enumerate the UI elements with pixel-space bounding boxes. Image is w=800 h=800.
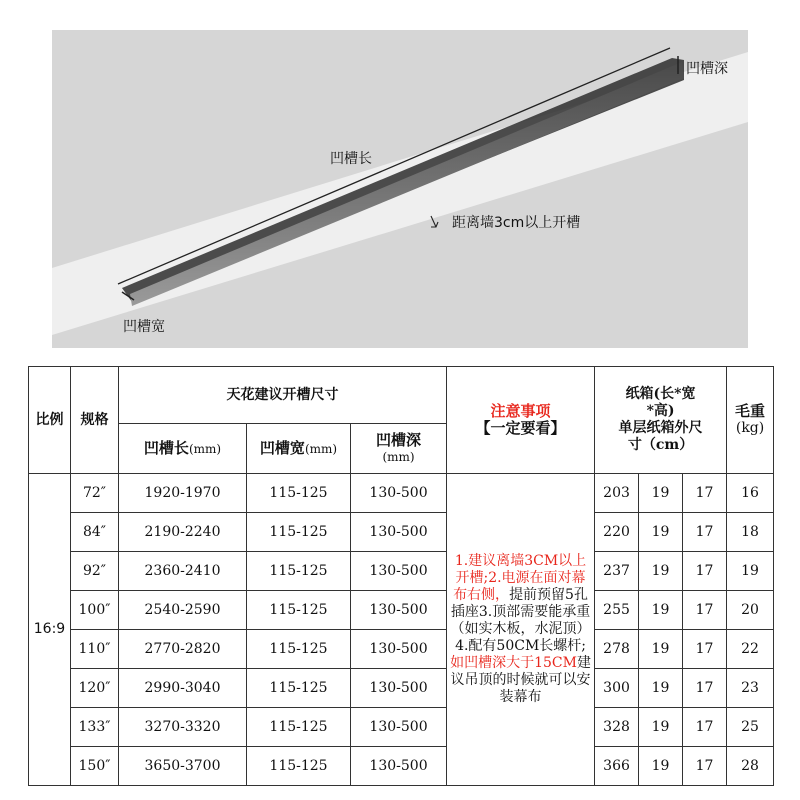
label-groove-depth: 凹槽深	[686, 61, 728, 77]
slot-length-cell: 3270-3320	[119, 708, 247, 747]
weight-cell: 19	[727, 552, 774, 591]
box-length-cell: 203	[595, 474, 639, 513]
header-slot-length: 凹槽长(mm)	[119, 424, 247, 474]
note-3: 3.顶部需要能承重（如实木板，水泥顶）	[450, 604, 591, 637]
weight-cell: 18	[727, 513, 774, 552]
weight-unit: (kg)	[735, 420, 765, 436]
box-width-cell: 19	[639, 669, 683, 708]
box-line-1: 纸箱(长*宽	[625, 386, 696, 402]
table-row	[29, 591, 774, 630]
header-notes	[447, 367, 595, 474]
slot-width-cell: 115-125	[247, 513, 351, 552]
box-length-cell: 328	[595, 708, 639, 747]
note-4b: 如凹槽深大于15CM	[450, 655, 577, 671]
box-width-cell: 19	[639, 474, 683, 513]
header-box-size	[595, 367, 727, 474]
table-row	[29, 552, 774, 591]
box-length-cell: 255	[595, 591, 639, 630]
box-height-cell: 17	[683, 747, 727, 786]
table-row	[29, 708, 774, 747]
header-slot-size: 天花建议开槽尺寸	[119, 367, 447, 424]
size-cell: 133″	[71, 708, 119, 747]
slot-depth-cell: 130-500	[351, 552, 447, 591]
slot-depth-cell: 130-500	[351, 513, 447, 552]
slot-length-cell: 3650-3700	[119, 747, 247, 786]
box-length-cell: 220	[595, 513, 639, 552]
slot-width-cell: 115-125	[247, 474, 351, 513]
label-groove-length: 凹槽长	[330, 151, 372, 167]
box-length-cell: 300	[595, 669, 639, 708]
header-slot-depth: 凹槽深 (mm)	[351, 424, 447, 474]
box-height-cell: 17	[683, 552, 727, 591]
table-row	[29, 474, 774, 513]
box-width-cell: 19	[639, 552, 683, 591]
box-width-cell: 19	[639, 708, 683, 747]
slot-width-cell: 115-125	[247, 669, 351, 708]
note-2b: 提前预留5孔插座	[450, 587, 588, 620]
header-spec: 规格	[71, 367, 119, 474]
notes-cell	[447, 474, 595, 786]
label-distance: 距离墙3cm以上开槽	[452, 215, 581, 231]
box-line-3: 单层纸箱外尺	[618, 420, 703, 436]
slot-width-cell: 115-125	[247, 552, 351, 591]
label-groove-width: 凹槽宽	[123, 319, 165, 335]
slot-length-cell: 1920-1970	[119, 474, 247, 513]
box-length-cell: 366	[595, 747, 639, 786]
note-1: 1.建议离墙3CM以上开槽;	[454, 553, 587, 586]
size-cell: 92″	[71, 552, 119, 591]
slot-depth-cell: 130-500	[351, 591, 447, 630]
size-cell: 100″	[71, 591, 119, 630]
notes-title: 注意事项	[490, 402, 551, 420]
spec-rows	[29, 474, 774, 786]
weight-label: 毛重	[735, 402, 766, 420]
size-cell: 110″	[71, 630, 119, 669]
slot-depth-cell: 130-500	[351, 669, 447, 708]
size-cell: 150″	[71, 747, 119, 786]
box-line-4: 寸（cm）	[627, 437, 694, 453]
slot-length-cell: 2360-2410	[119, 552, 247, 591]
box-width-cell: 19	[639, 591, 683, 630]
weight-cell: 16	[727, 474, 774, 513]
weight-cell: 22	[727, 630, 774, 669]
weight-cell: 25	[727, 708, 774, 747]
box-height-cell: 17	[683, 708, 727, 747]
size-cell: 72″	[71, 474, 119, 513]
ratio-cell: 16:9	[29, 474, 71, 786]
box-length-cell: 237	[595, 552, 639, 591]
box-height-cell: 17	[683, 591, 727, 630]
size-cell: 120″	[71, 669, 119, 708]
weight-cell: 23	[727, 669, 774, 708]
slot-width-cell: 115-125	[247, 630, 351, 669]
note-4a: 4.配有50CM长螺杆;	[455, 638, 586, 654]
slot-depth-cell: 130-500	[351, 747, 447, 786]
box-height-cell: 17	[683, 474, 727, 513]
slot-depth-cell: 130-500	[351, 474, 447, 513]
slot-depth-cell: 130-500	[351, 708, 447, 747]
box-width-cell: 19	[639, 513, 683, 552]
slot-depth-cell: 130-500	[351, 630, 447, 669]
box-height-cell: 17	[683, 630, 727, 669]
size-cell: 84″	[71, 513, 119, 552]
box-width-cell: 19	[639, 630, 683, 669]
slot-length-cell: 2540-2590	[119, 591, 247, 630]
ceiling-groove-illustration	[52, 30, 748, 348]
slot-length-cell: 2990-3040	[119, 669, 247, 708]
note-4c: 建议吊顶的时候就可以安装幕布	[450, 655, 591, 705]
header-row-1	[29, 367, 774, 424]
box-width-cell: 19	[639, 747, 683, 786]
table-row	[29, 630, 774, 669]
table-row	[29, 513, 774, 552]
note-2: 2.电源在面对幕布右侧，	[453, 570, 586, 603]
header-ratio: 比例	[29, 367, 71, 474]
slot-length-cell: 2190-2240	[119, 513, 247, 552]
slot-width-cell: 115-125	[247, 747, 351, 786]
box-line-2: *高)	[646, 403, 675, 419]
weight-cell: 20	[727, 591, 774, 630]
spec-table	[28, 366, 774, 786]
header-slot-width: 凹槽宽(mm)	[247, 424, 351, 474]
box-length-cell: 278	[595, 630, 639, 669]
slot-width-cell: 115-125	[247, 708, 351, 747]
weight-cell: 28	[727, 747, 774, 786]
table-row	[29, 747, 774, 786]
slot-length-cell: 2770-2820	[119, 630, 247, 669]
slot-width-cell: 115-125	[247, 591, 351, 630]
header-weight	[727, 367, 774, 474]
box-height-cell: 17	[683, 513, 727, 552]
table-row	[29, 669, 774, 708]
notes-subtitle: 【一定要看】	[475, 419, 566, 437]
box-height-cell: 17	[683, 669, 727, 708]
